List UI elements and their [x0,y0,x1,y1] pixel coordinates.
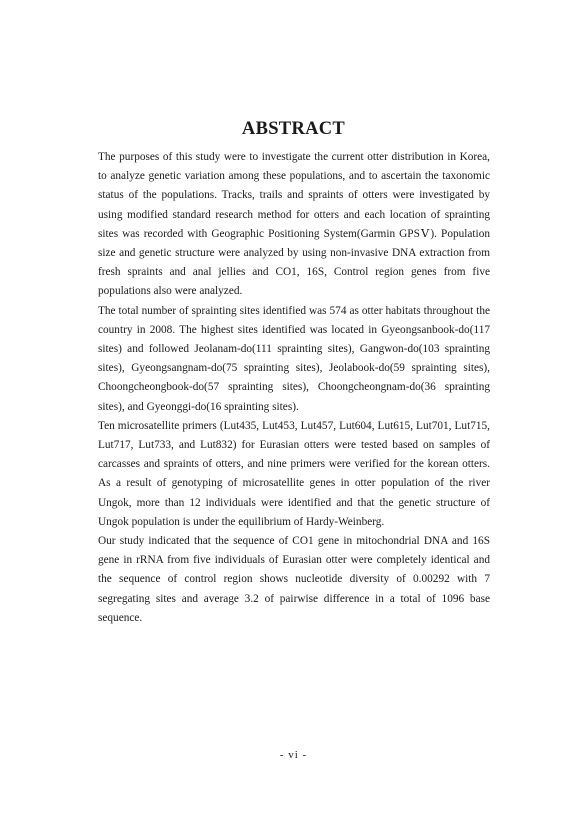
abstract-title: ABSTRACT [241,119,346,139]
abstract-body [98,148,490,628]
paragraph-microsatellite: Ten microsatellite primers (Lut435, Lut453, Lut457, Lut604, Lut615, Lut701, Lut715, Lut717, Lut733, and Lut832) for Eurasian otters were tested based on samples of carcasses and spraints of otters, and nine primers were verified for the korean otters. As a result of genotyping of microsatellite genes in otter population of the river Ungok, more than 12 individuals were identified and that the genetic structure of Ungok population is under the equilibrium of Hardy-Weinberg. [98,419,490,528]
page-number: - vi - [279,749,308,761]
paragraph-sequence-results: Our study indicated that the sequence of CO1 gene in mitochondrial DNA and 16S gene in rRNA from five individuals of Eurasian otter were completely identical and the sequence of control region shows nucleotide diversity of 0.00292 with 7 segregating sites and average 3.2 of pairwise difference in a total of 1096 base sequence. [98,535,490,624]
paragraph-sprainting-sites: The total number of sprainting sites identified was 574 as otter habitats throughout the country in 2008. The highest sites identified was located in Gyeongsanbook-do(117 sites) and followed Jeolanam-do(111 sprainting sites), Gangwon-do(103 sprainting sites), Gyeongsangnam-do(75 sprainting sites), Jeolabook-do(59 sprainting sites), Choongcheongbook-do(57 sprainting sites), Choongcheongnam-do(36 sprainting sites), and Gyeonggi-do(16 sprainting sites). [98,304,490,413]
paragraph-purpose: The purposes of this study were to investigate the current otter distribution in Korea, to analyze genetic variation among these populations, and to ascertain the taxonomic status of the populations. Tracks, trails and spraints of otters were investigated by using modified standard research method for otters and each location of sprainting sites was recorded with Geographic Positioning System(Garmin GPSⅤ). Population size and genetic structure were analyzed by using non-invasive DNA extraction from fresh spraints and anal jellies and CO1, 16S, Control region genes from five populations also were analyzed. [98,151,490,298]
